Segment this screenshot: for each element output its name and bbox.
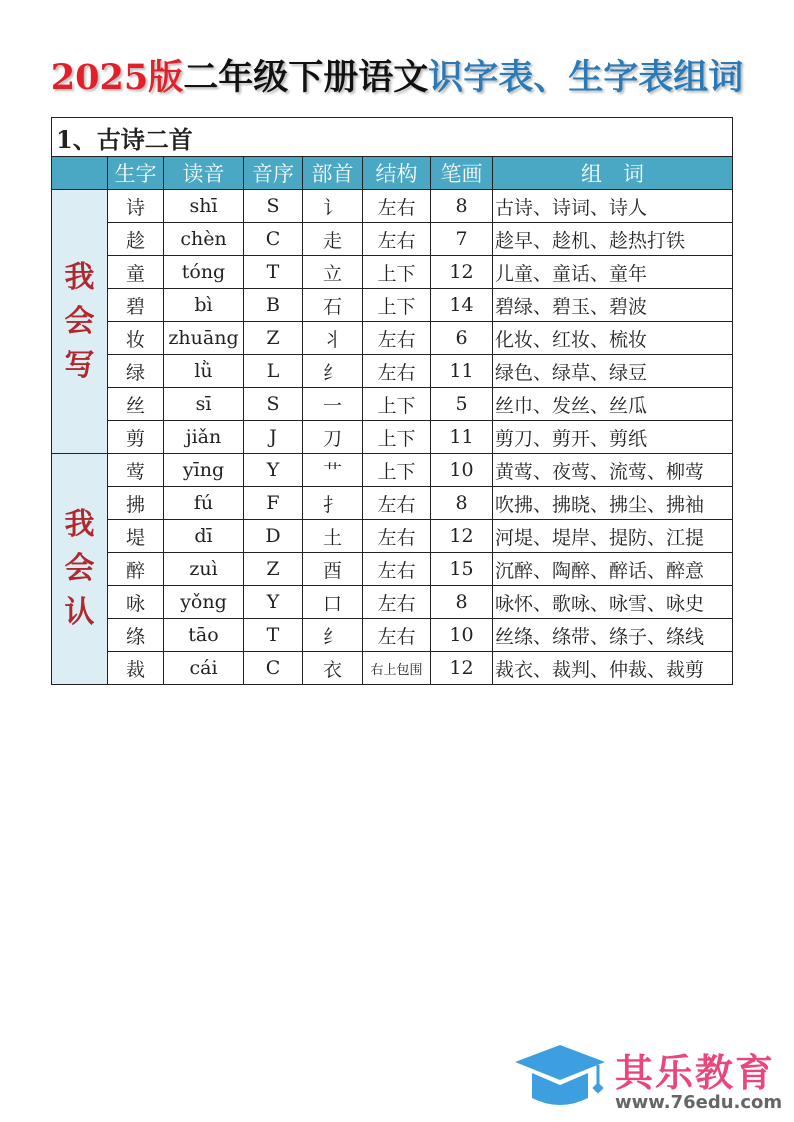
pinyin-cell: chèn xyxy=(164,223,244,256)
table-row xyxy=(52,487,733,520)
table-row xyxy=(52,454,733,487)
structure-cell: 左右 xyxy=(363,190,431,223)
character-cell: 诗 xyxy=(108,190,164,223)
strokes-cell: 11 xyxy=(431,421,493,454)
title-year: 2025版 xyxy=(50,57,184,98)
strokes-cell: 14 xyxy=(431,289,493,322)
header-cell: 结构 xyxy=(363,157,431,190)
initial-cell: Z xyxy=(244,322,303,355)
header-cell: 组 词 xyxy=(493,157,733,190)
vocab-table xyxy=(51,117,733,685)
radical-cell: 扌 xyxy=(303,487,363,520)
radical-cell: 土 xyxy=(303,520,363,553)
structure-cell: 上下 xyxy=(363,289,431,322)
strokes-cell: 6 xyxy=(431,322,493,355)
character-cell: 趁 xyxy=(108,223,164,256)
table-row xyxy=(52,520,733,553)
pinyin-cell: cái xyxy=(164,652,244,685)
pinyin-cell: yǒng xyxy=(164,586,244,619)
pinyin-cell: sī xyxy=(164,388,244,421)
radical-cell: 石 xyxy=(303,289,363,322)
radical-cell: 纟 xyxy=(303,355,363,388)
pinyin-cell: tāo xyxy=(164,619,244,652)
table-row xyxy=(52,322,733,355)
radical-cell: 讠 xyxy=(303,190,363,223)
header-cell: 笔画 xyxy=(431,157,493,190)
header-cell: 音序 xyxy=(244,157,303,190)
structure-cell: 左右 xyxy=(363,619,431,652)
initial-cell: F xyxy=(244,487,303,520)
structure-cell: 左右 xyxy=(363,586,431,619)
radical-cell: 酉 xyxy=(303,553,363,586)
character-cell: 莺 xyxy=(108,454,164,487)
structure-cell: 上下 xyxy=(363,256,431,289)
header-cell: 读音 xyxy=(164,157,244,190)
logo-name: 其乐教育 xyxy=(615,1051,776,1095)
words-cell: 黄莺、夜莺、流莺、柳莺 xyxy=(493,454,733,487)
strokes-cell: 12 xyxy=(431,652,493,685)
table-row xyxy=(52,223,733,256)
radical-cell: 丬 xyxy=(303,322,363,355)
pinyin-cell: zuì xyxy=(164,553,244,586)
strokes-cell: 12 xyxy=(431,520,493,553)
table-row xyxy=(52,289,733,322)
strokes-cell: 8 xyxy=(431,487,493,520)
pinyin-cell: dī xyxy=(164,520,244,553)
radical-cell: 衣 xyxy=(303,652,363,685)
structure-cell: 上下 xyxy=(363,454,431,487)
table-row xyxy=(52,388,733,421)
graduation-cap-icon xyxy=(510,1040,610,1115)
words-cell: 碧绿、碧玉、碧波 xyxy=(493,289,733,322)
character-cell: 绿 xyxy=(108,355,164,388)
words-cell: 儿童、童话、童年 xyxy=(493,256,733,289)
structure-cell: 左右 xyxy=(363,322,431,355)
pinyin-cell: yīng xyxy=(164,454,244,487)
table-row xyxy=(52,553,733,586)
character-cell: 童 xyxy=(108,256,164,289)
pinyin-cell: shī xyxy=(164,190,244,223)
words-cell: 沉醉、陶醉、醉话、醉意 xyxy=(493,553,733,586)
strokes-cell: 10 xyxy=(431,454,493,487)
logo-url: www.76edu.com xyxy=(615,1092,783,1113)
title-grade: 二年级下册语文 xyxy=(183,57,429,98)
initial-cell: T xyxy=(244,619,303,652)
structure-cell: 上下 xyxy=(363,421,431,454)
pinyin-cell: tóng xyxy=(164,256,244,289)
strokes-cell: 8 xyxy=(431,190,493,223)
character-cell: 碧 xyxy=(108,289,164,322)
pinyin-cell: jiǎn xyxy=(164,421,244,454)
lesson-title: 1、古诗二首 xyxy=(52,118,733,157)
strokes-cell: 15 xyxy=(431,553,493,586)
words-cell: 咏怀、歌咏、咏雪、咏史 xyxy=(493,586,733,619)
initial-cell: C xyxy=(244,223,303,256)
initial-cell: S xyxy=(244,190,303,223)
table-row xyxy=(52,355,733,388)
character-cell: 堤 xyxy=(108,520,164,553)
strokes-cell: 8 xyxy=(431,586,493,619)
pinyin-cell: bì xyxy=(164,289,244,322)
character-cell: 裁 xyxy=(108,652,164,685)
header-cell: 部首 xyxy=(303,157,363,190)
words-cell: 化妆、红妆、梳妆 xyxy=(493,322,733,355)
header-cell: 生字 xyxy=(108,157,164,190)
character-cell: 醉 xyxy=(108,553,164,586)
character-cell: 剪 xyxy=(108,421,164,454)
character-cell: 咏 xyxy=(108,586,164,619)
radical-cell: 立 xyxy=(303,256,363,289)
lesson-title-row xyxy=(52,118,733,157)
initial-cell: D xyxy=(244,520,303,553)
structure-cell: 上下 xyxy=(363,388,431,421)
logo xyxy=(510,1040,790,1115)
initial-cell: J xyxy=(244,421,303,454)
strokes-cell: 5 xyxy=(431,388,493,421)
table-row xyxy=(52,421,733,454)
structure-cell: 左右 xyxy=(363,223,431,256)
group-cell xyxy=(52,190,108,454)
pinyin-cell: fú xyxy=(164,487,244,520)
table-row xyxy=(52,586,733,619)
structure-cell: 右上包围 xyxy=(363,652,431,685)
table-row xyxy=(52,619,733,652)
words-cell: 丝巾、发丝、丝瓜 xyxy=(493,388,733,421)
character-cell: 绦 xyxy=(108,619,164,652)
strokes-cell: 10 xyxy=(431,619,493,652)
words-cell: 丝绦、绦带、绦子、绦线 xyxy=(493,619,733,652)
pinyin-cell: zhuāng xyxy=(164,322,244,355)
table-row xyxy=(52,652,733,685)
group-label: 我会写 xyxy=(64,259,95,383)
character-cell: 拂 xyxy=(108,487,164,520)
initial-cell: L xyxy=(244,355,303,388)
radical-cell: 艹 xyxy=(303,454,363,487)
character-cell: 妆 xyxy=(108,322,164,355)
pinyin-cell: lǜ xyxy=(164,355,244,388)
initial-cell: B xyxy=(244,289,303,322)
table-row xyxy=(52,256,733,289)
group-label: 我会认 xyxy=(64,507,95,630)
words-cell: 剪刀、剪开、剪纸 xyxy=(493,421,733,454)
structure-cell: 左右 xyxy=(363,520,431,553)
radical-cell: 一 xyxy=(303,388,363,421)
radical-cell: 口 xyxy=(303,586,363,619)
initial-cell: T xyxy=(244,256,303,289)
initial-cell: S xyxy=(244,388,303,421)
header-row xyxy=(52,157,733,190)
words-cell: 裁衣、裁判、仲裁、裁剪 xyxy=(493,652,733,685)
words-cell: 趁早、趁机、趁热打铁 xyxy=(493,223,733,256)
title-subject: 识字表、生字表组词 xyxy=(428,57,744,98)
words-cell: 河堤、堤岸、提防、江提 xyxy=(493,520,733,553)
structure-cell: 左右 xyxy=(363,553,431,586)
initial-cell: Z xyxy=(244,553,303,586)
character-cell: 丝 xyxy=(108,388,164,421)
radical-cell: 走 xyxy=(303,223,363,256)
page-title xyxy=(0,50,794,100)
words-cell: 吹拂、拂晓、拂尘、拂袖 xyxy=(493,487,733,520)
initial-cell: Y xyxy=(244,454,303,487)
strokes-cell: 7 xyxy=(431,223,493,256)
structure-cell: 左右 xyxy=(363,355,431,388)
group-cell xyxy=(52,454,108,685)
words-cell: 绿色、绿草、绿豆 xyxy=(493,355,733,388)
initial-cell: Y xyxy=(244,586,303,619)
table-row xyxy=(52,190,733,223)
words-cell: 古诗、诗词、诗人 xyxy=(493,190,733,223)
radical-cell: 纟 xyxy=(303,619,363,652)
strokes-cell: 11 xyxy=(431,355,493,388)
radical-cell: 刀 xyxy=(303,421,363,454)
header-cell xyxy=(52,157,108,190)
structure-cell: 左右 xyxy=(363,487,431,520)
strokes-cell: 12 xyxy=(431,256,493,289)
initial-cell: C xyxy=(244,652,303,685)
